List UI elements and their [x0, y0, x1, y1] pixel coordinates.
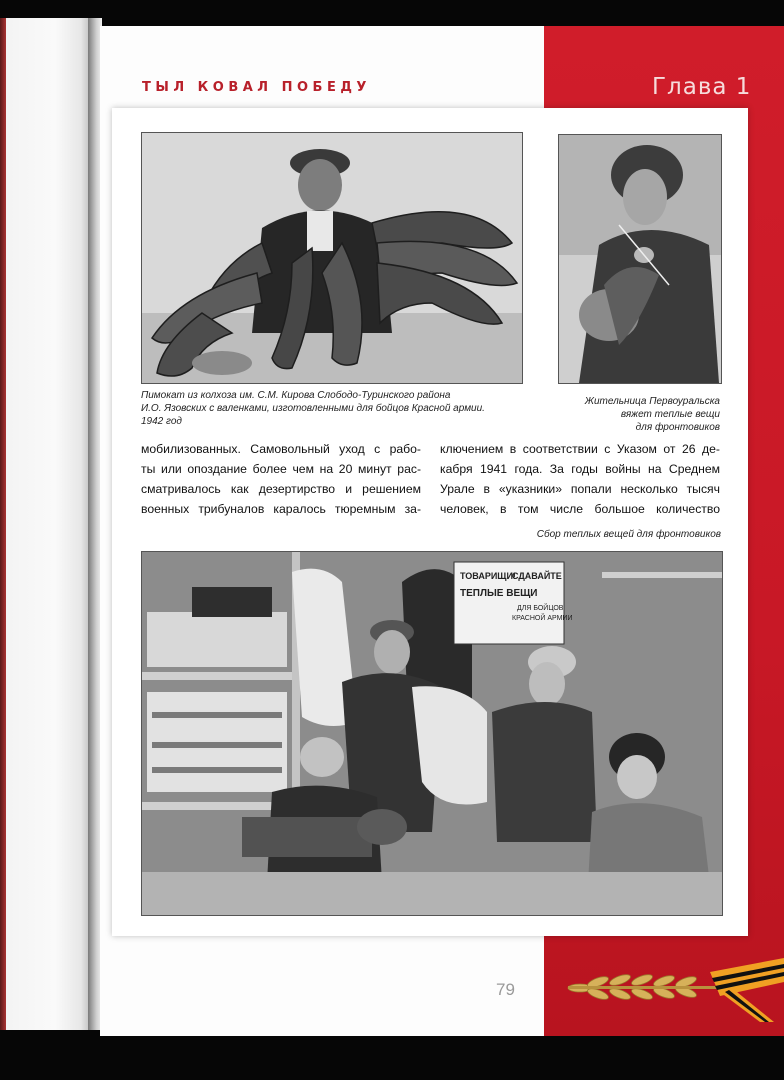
- photo-3-caption: [441, 528, 721, 541]
- body-line: военных трибуналов каралось тюремным за-: [141, 502, 421, 516]
- body-column-right: [440, 439, 720, 519]
- body-line: мобилизованных. Самовольный уход с рабо-: [141, 442, 421, 456]
- chapter-label: Глава 1: [652, 74, 752, 100]
- photo-felt-boot-maker: [141, 132, 523, 384]
- photo-warm-clothes-collection: [141, 551, 723, 916]
- laurel-ribbon-icon: [560, 952, 784, 1024]
- caption-line: для фронтовиков: [635, 422, 720, 433]
- poster-line: ТЕПЛЫЕ ВЕЩИ: [460, 588, 538, 599]
- caption-line: вяжет теплые вещи: [620, 409, 720, 420]
- caption-line: 1942 год: [141, 416, 182, 427]
- poster-line: КРАСНОЙ АРМИИ: [512, 615, 573, 622]
- body-column-left: [141, 439, 421, 519]
- body-line: Урале в «указники» попали несколько тысяч: [440, 482, 720, 496]
- poster-line: ТОВАРИЩИ!: [460, 571, 516, 581]
- body-line: человек, в том числе большое количество: [440, 502, 720, 516]
- left-page-edge: [0, 18, 92, 1030]
- page-number: 79: [496, 980, 515, 999]
- caption-line: И.О. Язовских с валенками, изготовленными для бойцов Красной армии.: [141, 403, 485, 414]
- caption-line: Жительница Первоуральска: [584, 396, 720, 407]
- body-line: ты или опоздание более чем на 20 минут рас-: [141, 462, 421, 476]
- photo-knitting-woman: [558, 134, 722, 384]
- running-header-title: ТЫЛ КОВАЛ ПОБЕДУ: [142, 80, 371, 95]
- photo-1-caption: [141, 389, 536, 428]
- left-page-red-strip: [0, 18, 6, 1030]
- caption-line: Пимокат из колхоза им. С.М. Кирова Слободо-Туринского района: [141, 390, 451, 401]
- body-line: кабря 1941 года. За годы войны на Среднем: [440, 462, 720, 476]
- poster-line: ДЛЯ БОЙЦОВ: [517, 605, 564, 612]
- caption-line: Сбор теплых вещей для фронтовиков: [536, 529, 721, 540]
- photo-2-caption: [558, 395, 720, 434]
- body-line: ключением в соответствии с Указом от 26 де-: [440, 442, 720, 456]
- body-line: сматривалось как дезертирство и решением: [141, 482, 421, 496]
- poster-line: СДАВАЙТЕ: [512, 571, 562, 581]
